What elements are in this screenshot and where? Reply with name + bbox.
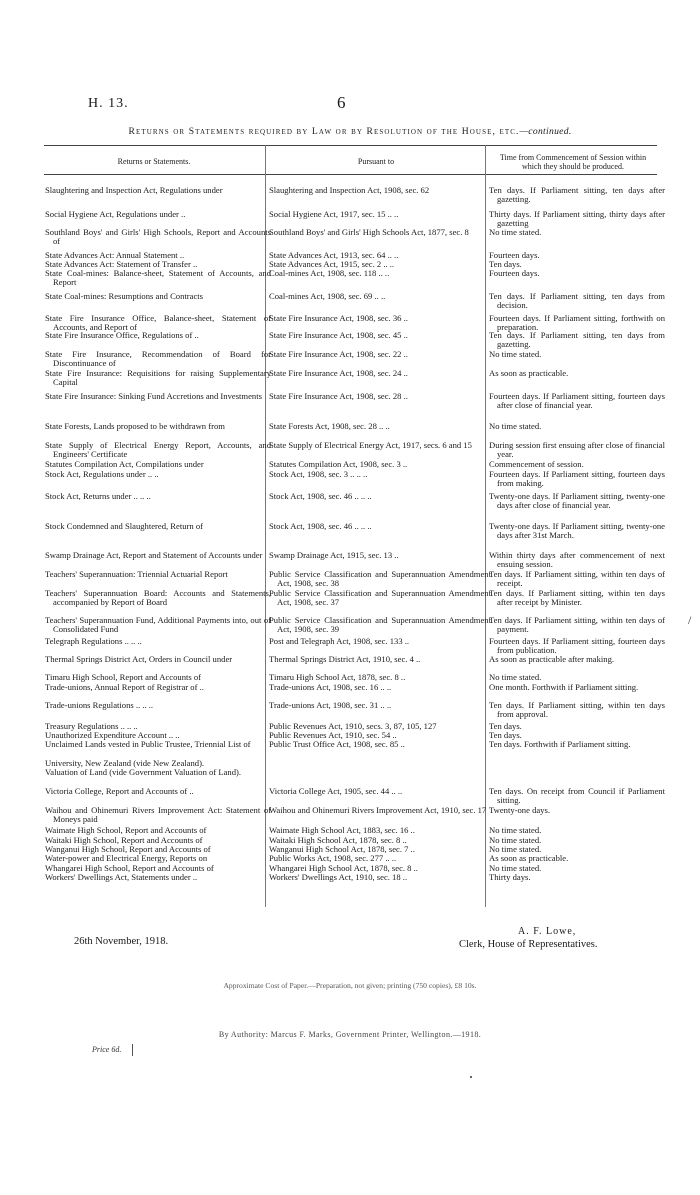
- page-speck: [470, 1076, 472, 1078]
- time-cell: Ten days.: [489, 730, 522, 740]
- returns-cell: Swamp Drainage Act, Report and Statement of Accounts under: [45, 550, 263, 560]
- returns-cell: Southland Boys' and Girls' High Schools, Report and Accounts of: [45, 227, 271, 247]
- time-cell: Twenty-one days.: [489, 805, 550, 815]
- pursuant-cell: Whangarei High School Act, 1878, sec. 8 ..: [269, 863, 418, 873]
- page-title-suffix: —continued.: [519, 126, 572, 137]
- returns-cell: Trade-unions Regulations .. .. ..: [45, 700, 154, 710]
- pursuant-cell: State Fire Insurance Act, 1908, sec. 45 ..: [269, 330, 408, 340]
- pursuant-cell: Coal-mines Act, 1908, sec. 69 .. ..: [269, 291, 386, 301]
- returns-cell: Waimate High School, Report and Accounts of: [45, 825, 207, 835]
- pursuant-cell: Statutes Compilation Act, 1908, sec. 3 ..: [269, 459, 408, 469]
- returns-cell: State Supply of Electrical Energy Report, Accounts, and Engineers' Certificate: [45, 440, 271, 460]
- returns-cell: State Fire Insurance Office, Balance-sheet, Statement of Accounts, and Report of: [45, 313, 271, 333]
- time-cell: Twenty-one days. If Parliament sitting, twenty-one days after close of financial year.: [489, 491, 665, 511]
- printer-authority: By Authority: Marcus F. Marks, Government Printer, Wellington.—1918.: [218, 1030, 482, 1039]
- signatory-title: Clerk, House of Representatives.: [459, 939, 598, 950]
- returns-cell: Valuation of Land (vide Government Valuation of Land).: [45, 767, 242, 777]
- time-cell: Fourteen days. If Parliament sitting, forthwith on preparation.: [489, 313, 665, 333]
- time-cell: No time stated.: [489, 863, 542, 873]
- pursuant-cell: Workers' Dwellings Act, 1910, sec. 18 ..: [269, 872, 408, 882]
- time-cell: Ten days.: [489, 721, 522, 731]
- returns-cell: Trade-unions, Annual Report of Registrar of ..: [45, 682, 204, 692]
- pursuant-cell: Trade-unions Act, 1908, sec. 16 .. ..: [269, 682, 392, 692]
- signatory-name: A. F. Lowe,: [518, 926, 577, 937]
- time-cell: Ten days. If Parliament sitting, within ten days of payment.: [489, 615, 665, 635]
- pursuant-cell: State Fire Insurance Act, 1908, sec. 28 ..: [269, 391, 408, 401]
- pursuant-cell: State Fire Insurance Act, 1908, sec. 36 ..: [269, 313, 408, 323]
- returns-cell: University, New Zealand (vide New Zealand).: [45, 758, 205, 768]
- returns-cell: Social Hygiene Act, Regulations under ..: [45, 209, 186, 219]
- pursuant-cell: State Fire Insurance Act, 1908, sec. 22 ..: [269, 349, 408, 359]
- pursuant-cell: State Advances Act, 1913, sec. 64 .. ..: [269, 250, 399, 260]
- time-cell: Twenty-one days. If Parliament sitting, twenty-one days after 31st March.: [489, 521, 665, 541]
- returns-cell: Telegraph Regulations .. .. ..: [45, 636, 142, 646]
- returns-cell: Waitaki High School, Report and Accounts of: [45, 835, 203, 845]
- time-cell: Fourteen days.: [489, 268, 540, 278]
- pursuant-cell: Stock Act, 1908, sec. 46 .. .. ..: [269, 491, 372, 501]
- time-cell: One month. Forthwith if Parliament sitting.: [489, 682, 639, 692]
- pursuant-cell: Public Works Act, 1908, sec. 277 .. ..: [269, 853, 397, 863]
- returns-cell: State Forests, Lands proposed to be withdrawn from: [45, 421, 225, 431]
- returns-cell: Teachers' Superannuation Fund, Additional Payments into, out of Consolidated Fund: [45, 615, 271, 635]
- returns-cell: Waihou and Ohinemuri Rivers Improvement Act: Statement of Moneys paid: [45, 805, 271, 825]
- time-cell: Fourteen days. If Parliament sitting, fourteen days after close of financial year.: [489, 391, 665, 411]
- pursuant-cell: Slaughtering and Inspection Act, 1908, sec. 62: [269, 185, 430, 195]
- time-cell: Ten days. If Parliament sitting, within ten days of receipt.: [489, 569, 665, 589]
- time-cell: Ten days. If Parliament sitting, ten days after gazetting.: [489, 185, 665, 205]
- time-cell: Ten days. If Parliament sitting, ten days from decision.: [489, 291, 665, 311]
- returns-cell: State Coal-mines: Resumptions and Contracts: [45, 291, 204, 301]
- pursuant-cell: Wanganui High School Act, 1878, sec. 7 ..: [269, 844, 415, 854]
- table-top-rule: [44, 145, 657, 146]
- table-header-rule: [44, 174, 657, 175]
- time-cell: No time stated.: [489, 825, 542, 835]
- time-cell: Fourteen days. If Parliament sitting, fourteen days from publication.: [489, 636, 665, 656]
- time-cell: Ten days. If Parliament sitting, within ten days from approval.: [489, 700, 665, 720]
- returns-cell: Statutes Compilation Act, Compilations under: [45, 459, 204, 469]
- paper-number: H. 13.: [88, 96, 129, 111]
- time-cell: No time stated.: [489, 349, 542, 359]
- returns-cell: Stock Condemned and Slaughtered, Return of: [45, 521, 203, 531]
- pursuant-cell: Public Service Classification and Superannuation Amendment Act, 1908, sec. 37: [269, 588, 491, 608]
- time-cell: Thirty days. If Parliament sitting, thirty days after gazetting: [489, 209, 665, 229]
- page-title: [0, 126, 700, 137]
- time-cell: Ten days. If Parliament sitting, within ten days after receipt by Minister.: [489, 588, 665, 608]
- pursuant-cell: Post and Telegraph Act, 1908, sec. 133 ..: [269, 636, 410, 646]
- margin-mark: /: [688, 613, 692, 627]
- pursuant-cell: Social Hygiene Act, 1917, sec. 15 .. ..: [269, 209, 399, 219]
- returns-cell: Victoria College, Report and Accounts of ..: [45, 786, 194, 796]
- time-cell: As soon as practicable after making.: [489, 654, 615, 664]
- returns-cell: Slaughtering and Inspection Act, Regulations under: [45, 185, 223, 195]
- time-cell: Ten days.: [489, 259, 522, 269]
- time-cell: Thirty days.: [489, 872, 531, 882]
- page-number: 6: [337, 93, 346, 112]
- returns-cell: State Coal-mines: Balance-sheet, Statement of Accounts, and Report: [45, 268, 271, 288]
- column-header-time: Time from Commencement of Session within which they should be produced.: [499, 153, 647, 171]
- returns-cell: Stock Act, Returns under .. .. ..: [45, 491, 151, 501]
- pursuant-cell: State Supply of Electrical Energy Act, 1917, secs. 6 and 15: [269, 440, 472, 450]
- pursuant-cell: Thermal Springs District Act, 1910, sec. 4 ..: [269, 654, 421, 664]
- page-title-main: Returns or Statements required by Law or by Resolution of the House, etc.: [128, 126, 520, 137]
- time-cell: Ten days. Forthwith if Parliament sitting.: [489, 739, 631, 749]
- time-cell: Fourteen days.: [489, 250, 540, 260]
- pursuant-cell: Public Service Classification and Superannuation Amendment Act, 1908, sec. 38: [269, 569, 491, 589]
- price-divider: [132, 1044, 133, 1056]
- document-date: 26th November, 1918.: [74, 936, 169, 947]
- returns-cell: State Fire Insurance: Sinking Fund Accretions and Investments: [45, 391, 262, 401]
- column-header-pursuant: Pursuant to: [357, 157, 395, 166]
- pursuant-cell: State Advances Act, 1915, sec. 2 .. ..: [269, 259, 395, 269]
- returns-cell: Unauthorized Expenditure Account .. ..: [45, 730, 180, 740]
- pursuant-cell: Waihou and Ohinemuri Rivers Improvement Act, 1910, sec. 17: [269, 805, 487, 815]
- time-cell: No time stated.: [489, 227, 542, 237]
- pursuant-cell: Trade-unions Act, 1908, sec. 31 .. ..: [269, 700, 392, 710]
- pursuant-cell: Public Service Classification and Superannuation Amendment Act, 1908, sec. 39: [269, 615, 491, 635]
- returns-cell: Water-power and Electrical Energy, Reports on: [45, 853, 208, 863]
- returns-cell: Unclaimed Lands vested in Public Trustee, Triennial List of: [45, 739, 251, 749]
- returns-cell: Teachers' Superannuation: Triennial Actuarial Report: [45, 569, 228, 579]
- time-cell: Fourteen days. If Parliament sitting, fourteen days from making.: [489, 469, 665, 489]
- time-cell: Within thirty days after commencement of next ensuing session.: [489, 550, 665, 570]
- returns-cell: State Fire Insurance, Recommendation of Board for Discontinuance of: [45, 349, 271, 369]
- pursuant-cell: State Fire Insurance Act, 1908, sec. 24 ..: [269, 368, 408, 378]
- time-cell: Commencement of session.: [489, 459, 584, 469]
- returns-cell: State Advances Act: Statement of Transfer ..: [45, 259, 198, 269]
- pursuant-cell: Public Revenues Act, 1910, secs. 3, 87, 105, 127: [269, 721, 437, 731]
- pursuant-cell: Southland Boys' and Girls' High Schools Act, 1877, sec. 8: [269, 227, 469, 237]
- returns-cell: Timaru High School, Report and Accounts of: [45, 672, 202, 682]
- pursuant-cell: Stock Act, 1908, sec. 3 .. .. ..: [269, 469, 368, 479]
- returns-cell: Stock Act, Regulations under .. ..: [45, 469, 159, 479]
- returns-cell: Workers' Dwellings Act, Statements under ..: [45, 872, 198, 882]
- time-cell: Ten days. If Parliament sitting, ten days from gazetting.: [489, 330, 665, 350]
- returns-cell: State Advances Act: Annual Statement ..: [45, 250, 185, 260]
- time-cell: No time stated.: [489, 672, 542, 682]
- time-cell: During session first ensuing after close of financial year.: [489, 440, 665, 460]
- price-note: Price 6d.: [92, 1045, 122, 1054]
- pursuant-cell: Timaru High School Act, 1878, sec. 8 ..: [269, 672, 406, 682]
- returns-cell: State Fire Insurance: Requisitions for raising Supplementary Capital: [45, 368, 271, 388]
- pursuant-cell: Public Revenues Act, 1910, sec. 54 ..: [269, 730, 397, 740]
- pursuant-cell: Swamp Drainage Act, 1915, sec. 13 ..: [269, 550, 399, 560]
- returns-cell: Wanganui High School, Report and Accounts of: [45, 844, 211, 854]
- cost-note: Approximate Cost of Paper.—Preparation, not given; printing (750 copies), £8 10s.: [223, 981, 477, 990]
- time-cell: As soon as practicable.: [489, 368, 569, 378]
- returns-cell: Thermal Springs District Act, Orders in Council under: [45, 654, 233, 664]
- pursuant-cell: State Forests Act, 1908, sec. 28 .. ..: [269, 421, 390, 431]
- returns-cell: State Fire Insurance Office, Regulations of ..: [45, 330, 199, 340]
- column-header-returns: Returns or Statements.: [117, 157, 191, 166]
- pursuant-cell: Stock Act, 1908, sec. 46 .. .. ..: [269, 521, 372, 531]
- returns-cell: Treasury Regulations .. .. ..: [45, 721, 138, 731]
- returns-cell: Whangarei High School, Report and Accounts of: [45, 863, 214, 873]
- pursuant-cell: Coal-mines Act, 1908, sec. 118 .. ..: [269, 268, 390, 278]
- time-cell: No time stated.: [489, 844, 542, 854]
- time-cell: As soon as practicable.: [489, 853, 569, 863]
- pursuant-cell: Waimate High School Act, 1883, sec. 16 ..: [269, 825, 415, 835]
- pursuant-cell: Victoria College Act, 1905, sec. 44 .. ..: [269, 786, 403, 796]
- pursuant-cell: Public Trust Office Act, 1908, sec. 85 ..: [269, 739, 405, 749]
- pursuant-cell: Waitaki High School Act, 1878, sec. 8 ..: [269, 835, 407, 845]
- time-cell: No time stated.: [489, 835, 542, 845]
- returns-cell: Teachers' Superannuation Board: Accounts and Statements, accompanied by Report of Board: [45, 588, 271, 608]
- time-cell: Ten days. On receipt from Council if Parliament sitting.: [489, 786, 665, 806]
- time-cell: No time stated.: [489, 421, 542, 431]
